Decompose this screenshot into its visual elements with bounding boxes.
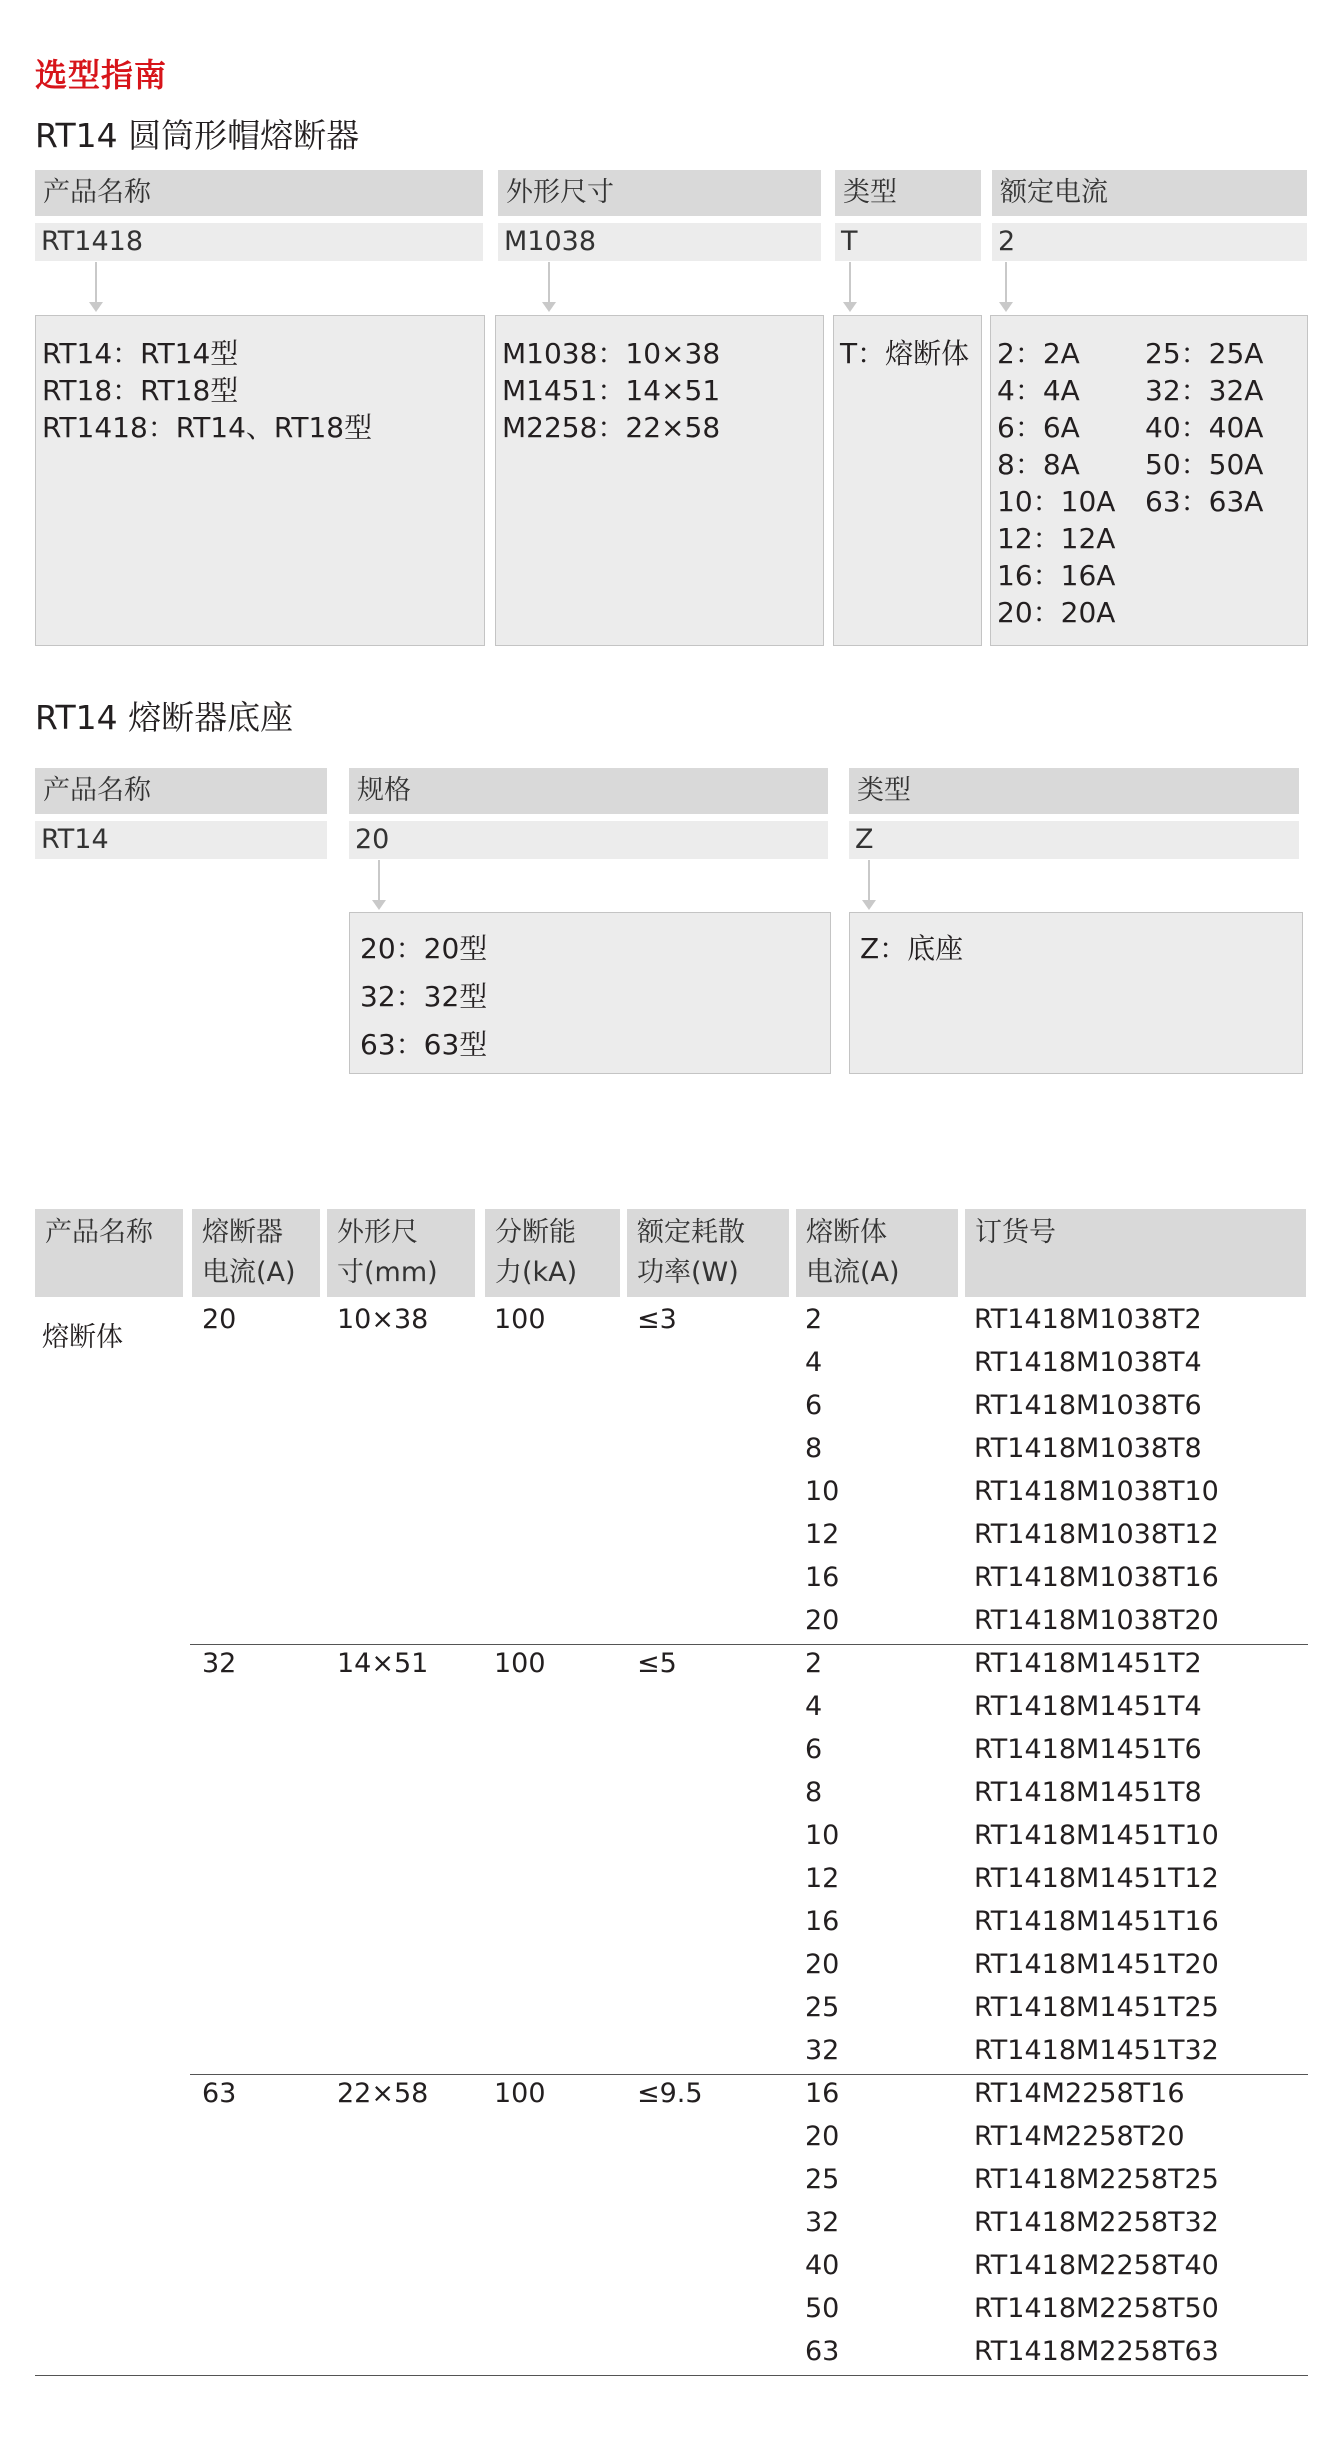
base-header-type: 类型 [849, 768, 1299, 814]
fuse-size-options [495, 315, 824, 646]
arrow-down-icon [542, 262, 556, 312]
table-cell-order-no: RT1418M1451T32 [974, 2035, 1219, 2066]
table-cell-order-no: RT1418M1451T10 [974, 1820, 1219, 1851]
table-header-order-no: 订货号 [965, 1209, 1306, 1297]
table-cell-order-no: RT1418M1451T25 [974, 1992, 1219, 2023]
option-line: 20：20型 [360, 932, 488, 965]
fuse-header-current: 额定电流 [992, 170, 1307, 216]
table-cell-order-no: RT1418M1451T6 [974, 1734, 1202, 1765]
fuse-header-size: 外形尺寸 [498, 170, 821, 216]
base-section-title: RT14 熔断器底座 [35, 698, 294, 737]
option-line: 6：6A [997, 411, 1080, 444]
table-cell-capacity: 100 [494, 2078, 546, 2109]
arrow-down-icon [89, 262, 103, 312]
table-cell-order-no: RT1418M1038T20 [974, 1605, 1219, 1636]
base-value-type: Z [849, 821, 1299, 859]
table-cell-fuse-link-current: 40 [805, 2250, 840, 2281]
fuse-section-title: RT14 圆筒形帽熔断器 [35, 116, 360, 155]
table-cell-capacity: 100 [494, 1648, 546, 1679]
option-line: 32：32A [1145, 374, 1264, 407]
table-cell-fuse-link-current: 8 [805, 1433, 823, 1464]
table-cell-fuse-link-current: 10 [805, 1820, 840, 1851]
option-line: 40：40A [1145, 411, 1264, 444]
arrow-down-icon [999, 262, 1013, 312]
table-cell-fuse-link-current: 20 [805, 1605, 840, 1636]
fuse-current-options [990, 315, 1308, 646]
table-cell-order-no: RT1418M1038T4 [974, 1347, 1202, 1378]
table-cell-fuse-link-current: 12 [805, 1519, 840, 1550]
arrow-down-icon [843, 262, 857, 312]
table-cell-order-no: RT1418M2258T25 [974, 2164, 1219, 2195]
table-cell-fuse-current: 20 [202, 1304, 237, 1335]
base-header-name: 产品名称 [35, 768, 327, 814]
table-cell-fuse-link-current: 16 [805, 1906, 840, 1937]
option-line: M1038：10×38 [502, 337, 721, 370]
option-line: 4：4A [997, 374, 1080, 407]
table-cell-order-no: RT1418M1038T16 [974, 1562, 1219, 1593]
table-cell-size: 14×51 [337, 1648, 429, 1679]
table-cell-order-no: RT1418M2258T40 [974, 2250, 1219, 2281]
table-cell-fuse-link-current: 32 [805, 2207, 840, 2238]
option-line: RT14：RT14型 [42, 337, 239, 370]
table-cell-fuse-link-current: 10 [805, 1476, 840, 1507]
base-value-spec: 20 [349, 821, 828, 859]
base-header-spec: 规格 [349, 768, 828, 814]
table-header-fuse-link-current: 熔断体 电流(A) [796, 1209, 958, 1297]
option-line: 63：63型 [360, 1028, 488, 1061]
table-cell-order-no: RT1418M1451T2 [974, 1648, 1202, 1679]
table-cell-fuse-link-current: 2 [805, 1304, 823, 1335]
table-cell-fuse-link-current: 20 [805, 1949, 840, 1980]
fuse-header-name: 产品名称 [35, 170, 483, 216]
fuse-header-type: 类型 [835, 170, 981, 216]
option-line: 12：12A [997, 522, 1116, 555]
option-line: RT1418：RT14、RT18型 [42, 411, 373, 444]
table-cell-order-no: RT1418M1038T6 [974, 1390, 1202, 1421]
table-cell-fuse-current: 32 [202, 1648, 237, 1679]
option-line: 16：16A [997, 559, 1116, 592]
base-value-name: RT14 [35, 821, 327, 859]
option-line: 10：10A [997, 485, 1116, 518]
table-cell-fuse-link-current: 50 [805, 2293, 840, 2324]
option-line: 32：32型 [360, 980, 488, 1013]
option-line: 50：50A [1145, 448, 1264, 481]
table-cell-order-no: RT1418M1038T2 [974, 1304, 1202, 1335]
table-cell-fuse-link-current: 20 [805, 2121, 840, 2152]
option-line: RT18：RT18型 [42, 374, 239, 407]
fuse-value-current: 2 [992, 223, 1307, 261]
fuse-name-options [35, 315, 485, 646]
table-cell-fuse-link-current: 4 [805, 1347, 823, 1378]
table-cell-order-no: RT14M2258T20 [974, 2121, 1185, 2152]
option-line: M2258：22×58 [502, 411, 721, 444]
table-cell-order-no: RT1418M1451T8 [974, 1777, 1202, 1808]
base-type-options [849, 912, 1303, 1074]
table-header-size: 外形尺 寸(mm) [327, 1209, 475, 1297]
table-header-power: 额定耗散 功率(W) [627, 1209, 789, 1297]
table-cell-order-no: RT1418M1038T10 [974, 1476, 1219, 1507]
table-cell-fuse-link-current: 6 [805, 1734, 823, 1765]
fuse-type-options [833, 315, 982, 646]
table-cell-fuse-link-current: 4 [805, 1691, 823, 1722]
table-header-product: 产品名称 [35, 1209, 183, 1297]
table-cell-capacity: 100 [494, 1304, 546, 1335]
option-line: 8：8A [997, 448, 1080, 481]
table-cell-size: 10×38 [337, 1304, 429, 1335]
arrow-down-icon [862, 860, 876, 910]
table-cell-order-no: RT1418M1451T12 [974, 1863, 1219, 1894]
option-line: 2：2A [997, 337, 1080, 370]
table-cell-fuse-link-current: 16 [805, 1562, 840, 1593]
table-cell-fuse-current: 63 [202, 2078, 237, 2109]
option-line: 25：25A [1145, 337, 1264, 370]
option-line: T：熔断体 [840, 337, 970, 370]
table-cell-fuse-link-current: 16 [805, 2078, 840, 2109]
table-cell-fuse-link-current: 25 [805, 2164, 840, 2195]
table-cell-order-no: RT1418M1451T16 [974, 1906, 1219, 1937]
fuse-value-name: RT1418 [35, 223, 483, 261]
option-line: 20：20A [997, 596, 1116, 629]
table-header-fuse-current: 熔断器 电流(A) [192, 1209, 320, 1297]
table-cell-power: ≤3 [637, 1304, 677, 1335]
table-cell-fuse-link-current: 2 [805, 1648, 823, 1679]
table-divider [35, 2375, 1308, 2376]
fuse-value-type: T [835, 223, 981, 261]
table-cell-order-no: RT1418M2258T63 [974, 2336, 1219, 2367]
table-cell-fuse-link-current: 6 [805, 1390, 823, 1421]
table-cell-fuse-link-current: 32 [805, 2035, 840, 2066]
table-cell-size: 22×58 [337, 2078, 429, 2109]
option-line: M1451：14×51 [502, 374, 721, 407]
table-cell-fuse-link-current: 8 [805, 1777, 823, 1808]
table-cell-fuse-link-current: 63 [805, 2336, 840, 2367]
base-spec-options [349, 912, 831, 1074]
table-cell-fuse-link-current: 25 [805, 1992, 840, 2023]
table-product-name: 熔断体 [42, 1322, 123, 1353]
table-cell-order-no: RT1418M1451T4 [974, 1691, 1202, 1722]
table-cell-order-no: RT1418M2258T50 [974, 2293, 1219, 2324]
table-cell-order-no: RT1418M1038T12 [974, 1519, 1219, 1550]
option-line: Z：底座 [860, 932, 964, 965]
table-cell-order-no: RT14M2258T16 [974, 2078, 1185, 2109]
table-cell-order-no: RT1418M1038T8 [974, 1433, 1202, 1464]
table-header-capacity: 分断能 力(kA) [485, 1209, 620, 1297]
arrow-down-icon [372, 860, 386, 910]
option-line: 63：63A [1145, 485, 1264, 518]
fuse-value-size: M1038 [498, 223, 821, 261]
table-cell-order-no: RT1418M2258T32 [974, 2207, 1219, 2238]
table-cell-power: ≤9.5 [637, 2078, 703, 2109]
table-cell-order-no: RT1418M1451T20 [974, 1949, 1219, 1980]
table-cell-fuse-link-current: 12 [805, 1863, 840, 1894]
page-heading: 选型指南 [35, 56, 168, 94]
table-cell-power: ≤5 [637, 1648, 677, 1679]
